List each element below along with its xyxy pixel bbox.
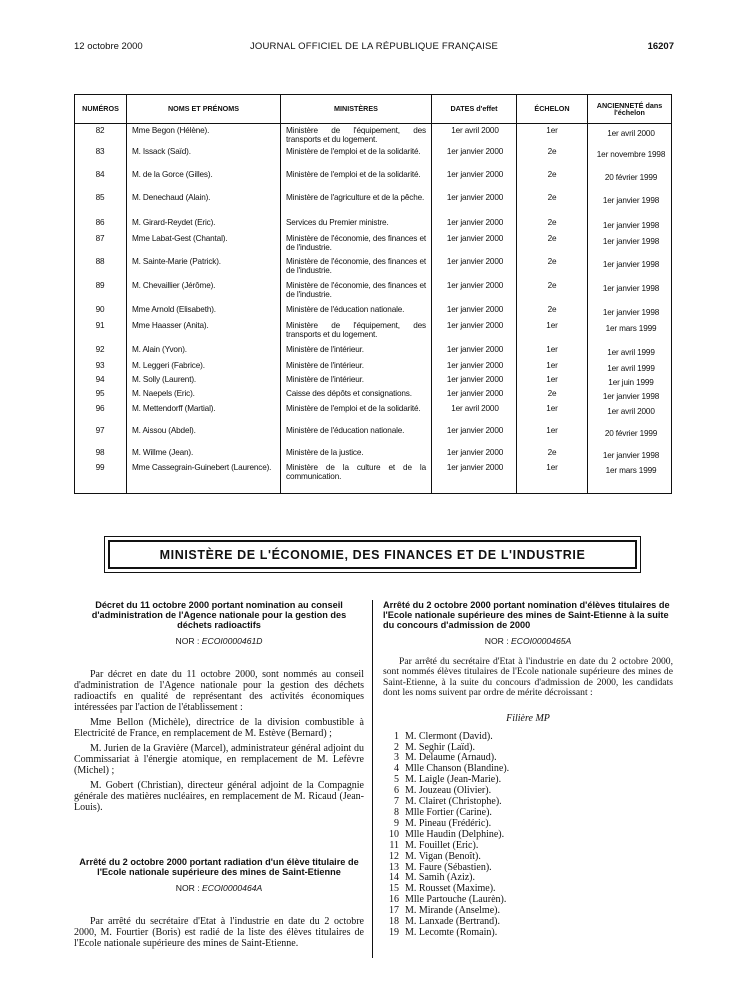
list-item-name: M. Pineau (Frédéric). bbox=[405, 817, 492, 829]
row-date: 1er janvier 2000 bbox=[446, 361, 504, 370]
row-echelon: 1er bbox=[546, 463, 558, 472]
row-name: Mme Arnold (Elisabeth). bbox=[132, 305, 216, 314]
row-ministry: Ministère de la justice. bbox=[286, 448, 364, 457]
row-echelon: 2e bbox=[547, 170, 557, 179]
table-header bbox=[75, 95, 671, 124]
row-name: Mme Haasser (Anita). bbox=[132, 321, 209, 330]
row-ministry: Ministère de l'équipement, des transports et du logement. bbox=[286, 321, 426, 339]
candidates-list bbox=[383, 732, 673, 939]
row-number: 91 bbox=[95, 321, 105, 330]
row-date: 1er janvier 2000 bbox=[446, 389, 504, 398]
list-item-rank: 2 bbox=[394, 741, 399, 753]
row-ministry: Ministère de l'intérieur. bbox=[286, 345, 364, 354]
row-number: 87 bbox=[95, 234, 105, 243]
list-item-rank: 1 bbox=[394, 730, 399, 742]
nor-label: NOR : bbox=[175, 636, 200, 646]
column-divider bbox=[280, 95, 281, 493]
list-item-rank: 11 bbox=[389, 839, 399, 851]
row-number: 97 bbox=[95, 426, 105, 435]
row-number: 83 bbox=[95, 147, 105, 156]
list-item bbox=[383, 852, 673, 863]
row-number: 84 bbox=[95, 170, 105, 179]
row-ministry: Ministère de l'éducation nationale. bbox=[286, 426, 405, 435]
row-ministry: Ministère de l'économie, des finances et de l'industrie. bbox=[286, 234, 426, 252]
row-ministry: Ministère de l'emploi et de la solidarité. bbox=[286, 404, 421, 413]
list-item-name: M. Lanxade (Bertrand). bbox=[405, 916, 500, 928]
list-item-rank: 14 bbox=[389, 872, 399, 884]
row-name: M. Naepels (Eric). bbox=[132, 389, 195, 398]
row-name: M. Willme (Jean). bbox=[132, 448, 194, 457]
row-name: M. Issack (Saïd). bbox=[132, 147, 191, 156]
column-divider bbox=[516, 95, 517, 493]
column-separator bbox=[372, 600, 373, 958]
list-item-name: Mlle Partouche (Laurèn). bbox=[405, 894, 507, 906]
row-anciennete: 1er avril 1999 bbox=[607, 364, 655, 373]
row-anciennete: 20 février 1999 bbox=[604, 173, 658, 182]
row-number: 85 bbox=[95, 193, 105, 202]
row-date: 1er avril 2000 bbox=[451, 126, 499, 135]
row-anciennete: 1er mars 1999 bbox=[605, 466, 657, 475]
header-noms: NOMS ET PRÉNOMS bbox=[167, 104, 240, 114]
row-anciennete: 1er avril 2000 bbox=[607, 129, 655, 138]
list-item-rank: 15 bbox=[389, 883, 399, 895]
list-item-rank: 19 bbox=[389, 926, 399, 938]
list-item-rank: 10 bbox=[389, 828, 399, 840]
row-anciennete: 1er janvier 1998 bbox=[602, 284, 660, 293]
filiere-heading: Filière MP bbox=[506, 712, 550, 724]
row-anciennete: 1er janvier 1998 bbox=[602, 221, 660, 230]
decret-paragraph: Par décret en date du 11 octobre 2000, sont nommés au conseil d'administration de l'Agence nationale pour la gestion des déchets radioactifs en qualité de représentant des activités économiques intéressées par l'action de l'établissement : bbox=[74, 669, 364, 713]
row-ministry: Ministère de l'économie, des finances et de l'industrie. bbox=[286, 281, 426, 299]
ministry-banner bbox=[104, 536, 641, 573]
list-item bbox=[383, 732, 673, 743]
nor-label: NOR : bbox=[175, 883, 200, 893]
row-ministry: Ministère de l'emploi et de la solidarité. bbox=[286, 147, 421, 156]
row-ministry: Ministère de l'équipement, des transports et du logement. bbox=[286, 126, 426, 144]
row-name: Mme Labat-Gest (Chantal). bbox=[132, 234, 228, 243]
header-dates: DATES d'effet bbox=[450, 104, 498, 114]
page-number: 16207 bbox=[647, 41, 674, 52]
row-echelon: 2e bbox=[547, 257, 557, 266]
nor-code: ECOI0000465A bbox=[511, 636, 572, 646]
row-name: M. Sainte-Marie (Patrick). bbox=[132, 257, 221, 266]
row-echelon: 2e bbox=[547, 281, 557, 290]
row-echelon: 2e bbox=[547, 389, 557, 398]
list-item-name: M. Faure (Sébastien). bbox=[405, 861, 492, 873]
row-name: M. Denechaud (Alain). bbox=[132, 193, 211, 202]
row-anciennete: 1er janvier 1998 bbox=[602, 392, 660, 401]
row-ministry: Caisse des dépôts et consignations. bbox=[286, 389, 412, 398]
column-divider bbox=[126, 95, 127, 493]
row-date: 1er janvier 2000 bbox=[446, 321, 504, 330]
row-echelon: 1er bbox=[546, 345, 558, 354]
list-item-name: M. Lecomte (Romain). bbox=[405, 926, 498, 938]
list-item-name: Mlle Haudin (Delphine). bbox=[405, 828, 505, 840]
row-name: Mme Begon (Hélène). bbox=[132, 126, 210, 135]
row-number: 92 bbox=[95, 345, 105, 354]
row-date: 1er janvier 2000 bbox=[446, 426, 504, 435]
header-anciennete: ANCIENNETÉ dans l'échelon bbox=[596, 100, 663, 117]
arrete-nomination-nor bbox=[383, 636, 673, 647]
list-item-name: M. Rousset (Maxime). bbox=[405, 883, 496, 895]
row-ministry: Ministère de l'éducation nationale. bbox=[286, 305, 405, 314]
nor-code: ECOI0000461D bbox=[201, 636, 263, 646]
decret-paragraph: M. Jurien de la Gravière (Marcel), administrateur général adjoint du Commissariat à l'énergie atomique, en remplacement de M. Lefèvre (Michel) ; bbox=[74, 743, 364, 776]
row-date: 1er janvier 2000 bbox=[446, 218, 504, 227]
row-anciennete: 1er avril 1999 bbox=[607, 348, 655, 357]
header-ministeres: MINISTÈRES bbox=[334, 104, 378, 114]
row-echelon: 2e bbox=[547, 147, 557, 156]
row-date: 1er janvier 2000 bbox=[446, 375, 504, 384]
row-anciennete: 1er janvier 1998 bbox=[602, 260, 660, 269]
list-item-name: M. Delaume (Arnaud). bbox=[405, 752, 497, 764]
row-date: 1er janvier 2000 bbox=[446, 234, 504, 243]
row-anciennete: 20 février 1999 bbox=[604, 429, 658, 438]
row-echelon: 1er bbox=[546, 404, 558, 413]
right-column bbox=[383, 600, 673, 939]
list-item-name: Mlle Fortier (Carine). bbox=[405, 806, 492, 818]
row-name: M. Aissou (Abdel). bbox=[132, 426, 196, 435]
row-date: 1er janvier 2000 bbox=[446, 281, 504, 290]
list-item-name: M. Jouzeau (Olivier). bbox=[405, 785, 492, 797]
column-divider bbox=[587, 95, 588, 493]
arrete-radiation-paragraph: Par arrêté du secrétaire d'Etat à l'industrie en date du 2 octobre 2000, M. Fourtier (Boris) est radié de la liste des élèves titulaires de l'Ecole nationale supérieure des mines de Saint-Etienne. bbox=[74, 916, 364, 949]
header-echelon: ÉCHELON bbox=[534, 104, 570, 114]
row-echelon: 1er bbox=[546, 361, 558, 370]
row-date: 1er janvier 2000 bbox=[446, 463, 504, 472]
row-echelon: 2e bbox=[547, 234, 557, 243]
row-echelon: 2e bbox=[547, 305, 557, 314]
row-ministry: Ministère de l'intérieur. bbox=[286, 375, 364, 384]
row-number: 95 bbox=[95, 389, 105, 398]
row-anciennete: 1er avril 2000 bbox=[607, 407, 655, 416]
nominations-table bbox=[74, 94, 672, 494]
list-item-rank: 6 bbox=[394, 785, 399, 797]
arrete-radiation-nor bbox=[74, 883, 364, 894]
row-anciennete: 1er novembre 1998 bbox=[596, 150, 666, 159]
row-ministry: Ministère de l'économie, des finances et de l'industrie. bbox=[286, 257, 426, 275]
row-ministry: Services du Premier ministre. bbox=[286, 218, 389, 227]
running-header bbox=[0, 41, 748, 55]
row-name: M. Mettendorff (Martial). bbox=[132, 404, 216, 413]
column-divider bbox=[431, 95, 432, 493]
header-date: 12 octobre 2000 bbox=[74, 41, 143, 52]
decret-title: Décret du 11 octobre 2000 portant nomination au conseil d'administration de l'Agence nationale pour la gestion des déchets radioactifs bbox=[91, 600, 347, 630]
list-item-name: M. Laigle (Jean-Marie). bbox=[405, 774, 502, 786]
row-date: 1er janvier 2000 bbox=[446, 170, 504, 179]
row-date: 1er avril 2000 bbox=[451, 404, 499, 413]
list-item-rank: 18 bbox=[389, 916, 399, 928]
row-anciennete: 1er janvier 1998 bbox=[602, 196, 660, 205]
row-number: 89 bbox=[95, 281, 105, 290]
list-item-name: M. Fouillet (Eric). bbox=[405, 839, 479, 851]
header-numeros: NUMÉROS bbox=[82, 104, 119, 114]
row-name: M. Girard-Reydet (Eric). bbox=[132, 218, 216, 227]
row-number: 90 bbox=[95, 305, 105, 314]
list-item-rank: 7 bbox=[394, 796, 399, 808]
decret-paragraph: Mme Bellon (Michèle), directrice de la division combustible à Electricité de France, en remplacement de M. Estève (Bernard) ; bbox=[74, 717, 364, 739]
row-echelon: 1er bbox=[546, 426, 558, 435]
row-name: Mme Cassegrain-Guinebert (Laurence). bbox=[132, 463, 272, 472]
row-number: 96 bbox=[95, 404, 105, 413]
ministry-banner-text: MINISTÈRE DE L'ÉCONOMIE, DES FINANCES ET DE L'INDUSTRIE bbox=[108, 540, 637, 569]
row-anciennete: 1er janvier 1998 bbox=[602, 237, 660, 246]
list-item-rank: 8 bbox=[394, 806, 399, 818]
row-ministry: Ministère de l'emploi et de la solidarité. bbox=[286, 170, 421, 179]
journal-title: JOURNAL OFFICIEL DE LA RÉPUBLIQUE FRANÇAISE bbox=[249, 41, 499, 52]
row-anciennete: 1er juin 1999 bbox=[608, 378, 654, 387]
row-name: M. Alain (Yvon). bbox=[132, 345, 187, 354]
row-number: 98 bbox=[95, 448, 105, 457]
arrete-nomination-paragraph: Par arrêté du secrétaire d'Etat à l'industrie en date du 2 octobre 2000, sont nommés élèves titulaires de l'Ecole nationale supérieure des mines de Saint-Etienne, à la suite du concours d'admission de 2000, les candidats dont les noms suivent par ordre de mérite décroissant : bbox=[383, 656, 673, 699]
row-ministry: Ministère de la culture et de la communication. bbox=[286, 463, 426, 481]
row-date: 1er janvier 2000 bbox=[446, 257, 504, 266]
list-item-name: M. Samih (Aziz). bbox=[405, 872, 475, 884]
nor-label: NOR : bbox=[484, 636, 509, 646]
row-date: 1er janvier 2000 bbox=[446, 193, 504, 202]
row-number: 88 bbox=[95, 257, 105, 266]
row-number: 82 bbox=[95, 126, 105, 135]
left-column bbox=[74, 600, 364, 949]
row-number: 86 bbox=[95, 218, 105, 227]
row-anciennete: 1er janvier 1998 bbox=[602, 308, 660, 317]
row-echelon: 1er bbox=[546, 126, 558, 135]
arrete-nomination-title: Arrêté du 2 octobre 2000 portant nomination d'élèves titulaires de l'Ecole nationale supérieure des mines de Saint-Etienne à la suite du concours d'admission de 2000 bbox=[383, 600, 670, 630]
list-item-name: Mlle Chanson (Blandine). bbox=[405, 763, 510, 775]
list-item-name: M. Clermont (David). bbox=[405, 730, 493, 742]
row-echelon: 1er bbox=[546, 321, 558, 330]
row-ministry: Ministère de l'agriculture et de la pêche. bbox=[286, 193, 425, 202]
list-item-rank: 12 bbox=[389, 850, 399, 862]
list-item bbox=[383, 928, 673, 939]
row-number: 99 bbox=[95, 463, 105, 472]
row-date: 1er janvier 2000 bbox=[446, 448, 504, 457]
list-item-rank: 13 bbox=[389, 861, 399, 873]
nor-code: ECOI0000464A bbox=[202, 883, 263, 893]
decret-paragraph: M. Gobert (Christian), directeur général adjoint de la Compagnie générale des matières nucléaires, en remplacement de M. Ricaud (Jean-Louis). bbox=[74, 780, 364, 813]
row-number: 93 bbox=[95, 361, 105, 370]
row-echelon: 2e bbox=[547, 448, 557, 457]
row-echelon: 2e bbox=[547, 193, 557, 202]
row-name: M. Solly (Laurent). bbox=[132, 375, 197, 384]
row-ministry: Ministère de l'intérieur. bbox=[286, 361, 364, 370]
list-item-name: M. Mirande (Anselme). bbox=[405, 905, 500, 917]
decret-nor bbox=[74, 636, 364, 647]
arrete-radiation-title: Arrêté du 2 octobre 2000 portant radiation d'un élève titulaire de l'Ecole nationale supérieure des mines de Saint-Etienne bbox=[79, 857, 359, 877]
list-item-rank: 5 bbox=[394, 774, 399, 786]
row-date: 1er janvier 2000 bbox=[446, 345, 504, 354]
row-echelon: 1er bbox=[546, 375, 558, 384]
row-number: 94 bbox=[95, 375, 105, 384]
row-date: 1er janvier 2000 bbox=[446, 147, 504, 156]
list-item-name: M. Vigan (Benoît). bbox=[405, 850, 481, 862]
list-item bbox=[383, 841, 673, 852]
row-anciennete: 1er janvier 1998 bbox=[602, 451, 660, 460]
row-echelon: 2e bbox=[547, 218, 557, 227]
row-name: M. de la Gorce (Gilles). bbox=[132, 170, 213, 179]
row-date: 1er janvier 2000 bbox=[446, 305, 504, 314]
list-item-rank: 9 bbox=[394, 817, 399, 829]
row-anciennete: 1er mars 1999 bbox=[605, 324, 657, 333]
row-name: M. Chevaillier (Jérôme). bbox=[132, 281, 216, 290]
row-name: M. Leggeri (Fabrice). bbox=[132, 361, 205, 370]
list-item-rank: 16 bbox=[389, 894, 399, 906]
list-item-rank: 17 bbox=[389, 905, 399, 917]
list-item-name: M. Seghir (Laïd). bbox=[405, 741, 475, 753]
list-item-rank: 3 bbox=[394, 752, 399, 764]
list-item-rank: 4 bbox=[394, 763, 399, 775]
list-item-name: M. Clairet (Christophe). bbox=[405, 796, 502, 808]
